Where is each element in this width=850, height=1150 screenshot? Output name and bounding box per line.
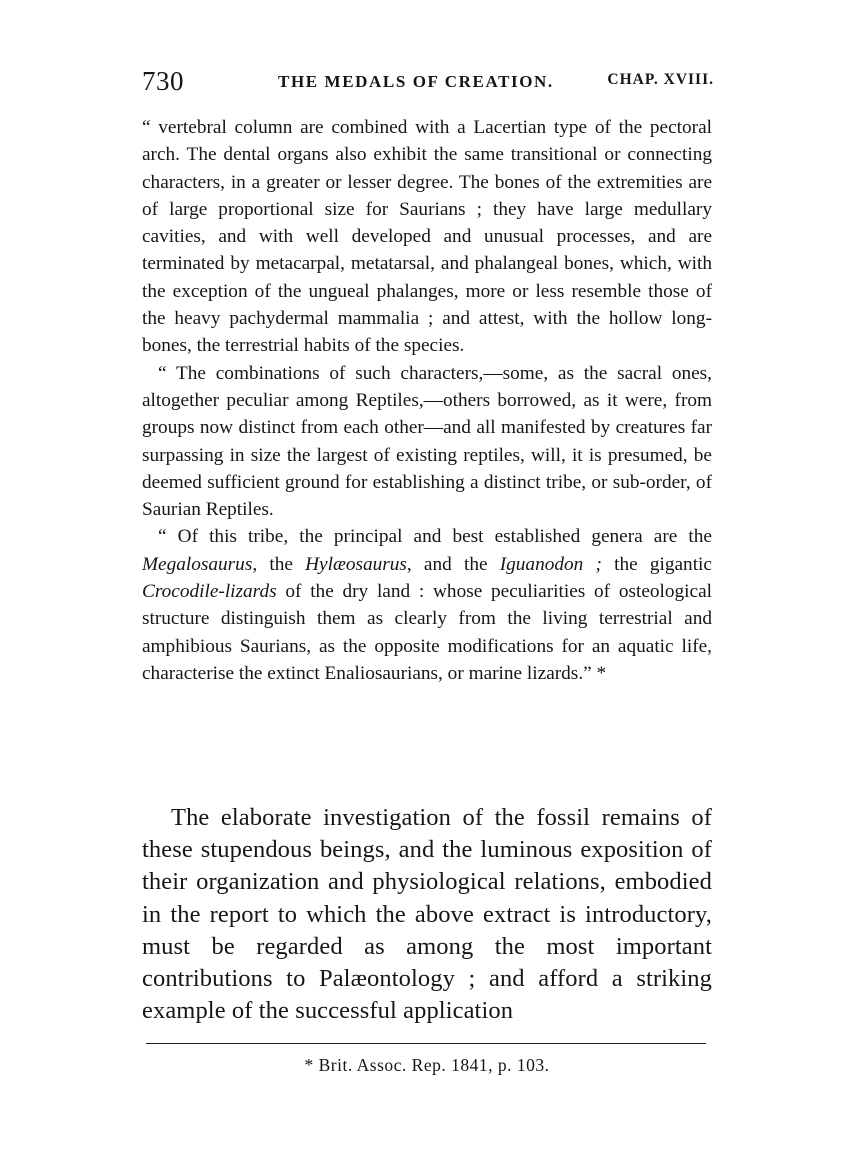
quoted-extract: [142, 114, 712, 687]
extract-text: , and the: [406, 553, 500, 575]
genus-megalosaurus: Megalosaurus: [142, 553, 253, 575]
body-text: [142, 802, 712, 1027]
running-title: THE MEDALS OF CREATION.: [278, 72, 554, 91]
body-paragraph: The elaborate investigation of the fossil remains of these stupendous beings, and the luminous exposition of their organization and physiological relations, embodied in the report to which the above extract is introductory, must be regarded as among the most important contributions to Palæontology ; and afford a striking example of the successful application: [142, 804, 712, 1025]
footnote-divider: [146, 1043, 706, 1044]
extract-text: , the: [252, 553, 306, 575]
extract-text: of the dry land : whose peculiarities of osteological structure distinguish them as clearly from the living terrestrial and amphibious Saurians, as the opposite modifications for an aquatic life, characterise the extinct Enaliosaurians, or marine lizards.” *: [142, 581, 712, 684]
term-crocodile-lizards: Crocodile-lizards: [142, 581, 277, 603]
footnote: * Brit. Assoc. Rep. 1841, p. 103.: [304, 1055, 550, 1075]
running-header: [142, 66, 714, 106]
extract-paragraph-1: “ vertebral column are combined with a Lacertian type of the pectoral arch. The dental organs also exhibit the same transitional or connecting characters, in a greater or lesser degree. The bones of the extremities are of large proportional size for Saurians ; they have large medullary cavities, and with well developed and unusual processes, and are terminated by metacarpal, metatarsal, and phalangeal bones, which, with the exception of the ungueal phalanges, more or less resemble those of the heavy pachydermal mammalia ; and attest, with the hollow long-bones, the terrestrial habits of the species.: [142, 117, 712, 357]
extract-paragraph-3: [142, 523, 712, 687]
page-number: 730: [142, 66, 184, 96]
genus-iguanodon: Iguanodon ;: [499, 553, 602, 575]
extract-text: the gigantic: [601, 553, 712, 575]
extract-paragraph-2: “ The combinations of such characters,—some, as the sacral ones, altogether peculiar among Reptiles,—others borrowed, as it were, from groups now distinct from each other—and all manifested by creatures far surpassing in size the largest of existing reptiles, will, it is presumed, be deemed sufficient ground for establishing a distinct tribe, or sub-order, of Saurian Reptiles.: [142, 362, 712, 521]
chapter-reference: CHAP. XVIII.: [607, 71, 714, 88]
genus-hylaeosaurus: Hylæosaurus: [305, 553, 407, 575]
extract-text: “ Of this tribe, the principal and best established genera are the: [158, 526, 712, 548]
